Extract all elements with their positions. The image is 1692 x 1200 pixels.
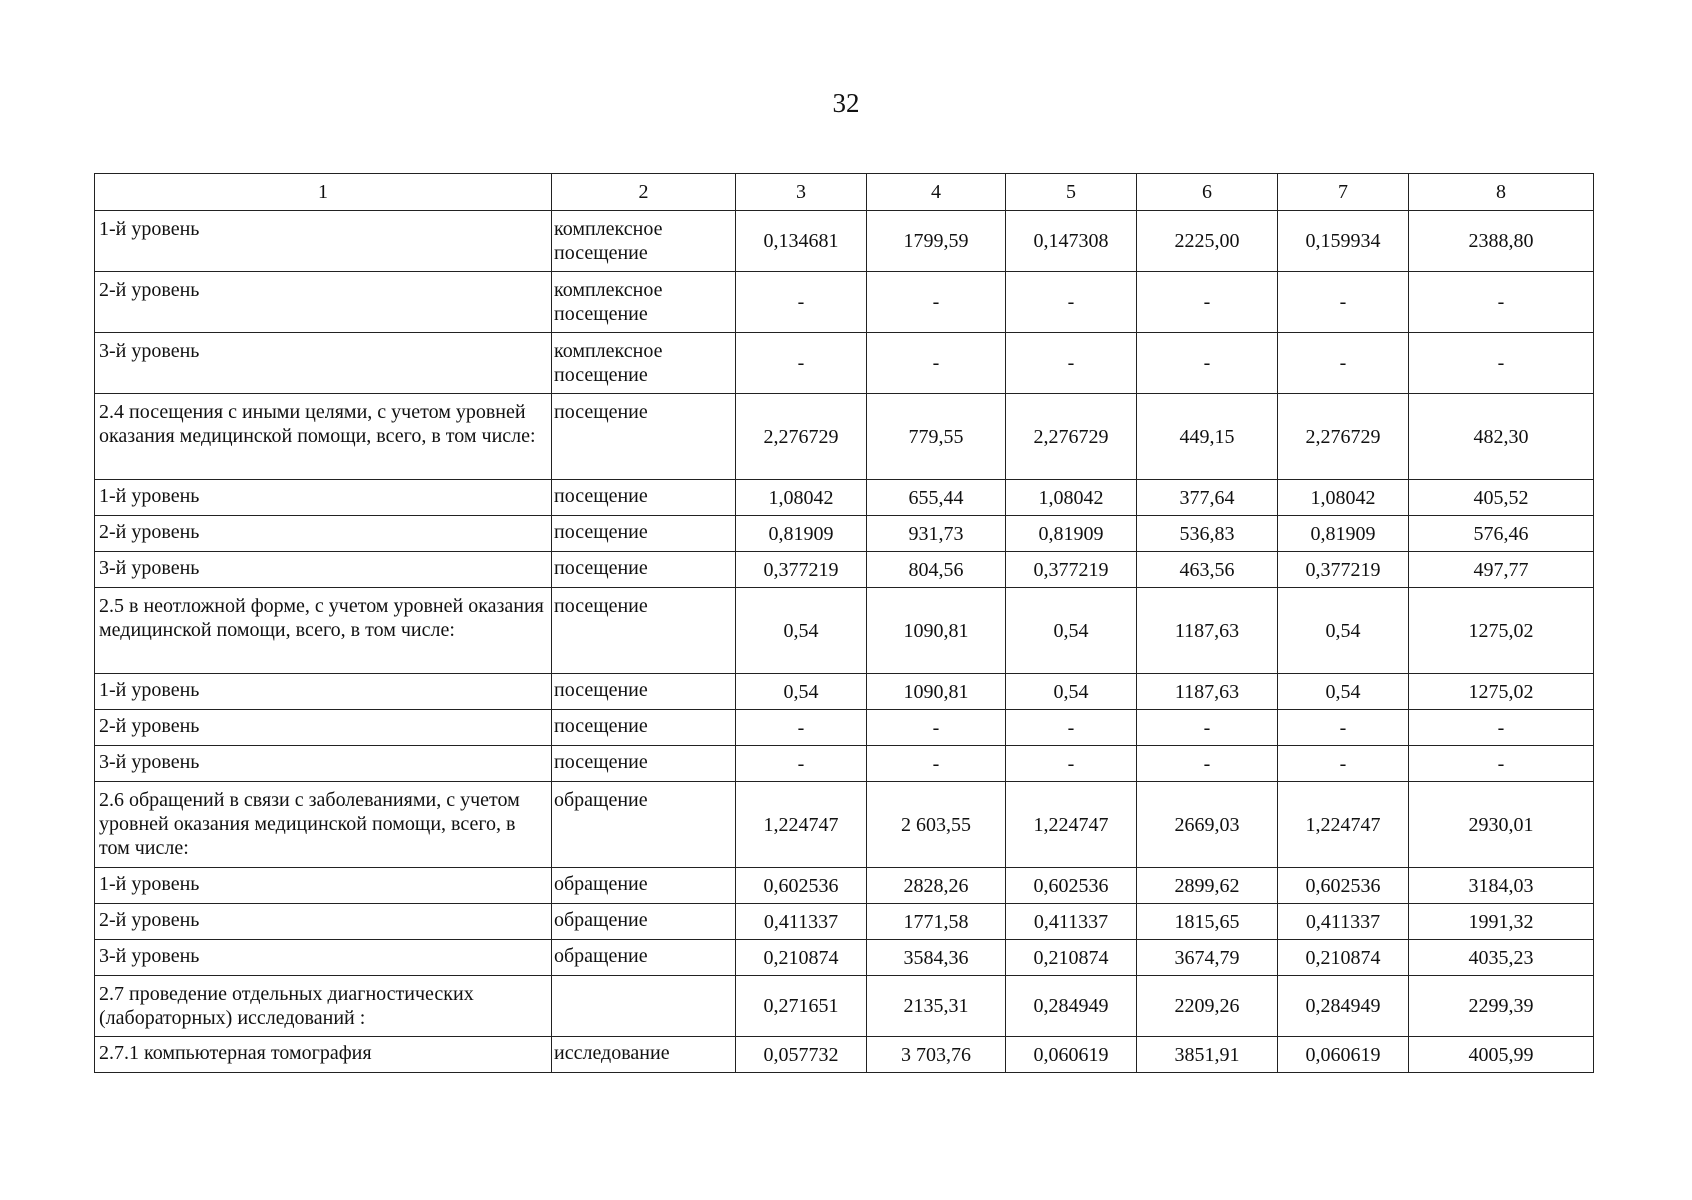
cell-value: 2930,01 [1409, 782, 1594, 868]
cell-value: 0,147308 [1006, 211, 1137, 272]
cell-value: - [867, 746, 1006, 782]
column-header: 2 [552, 174, 736, 211]
cell-value: 1815,65 [1137, 904, 1278, 940]
table-row [95, 333, 1594, 394]
column-header: 6 [1137, 174, 1278, 211]
column-header: 5 [1006, 174, 1137, 211]
cell-value: 2388,80 [1409, 211, 1594, 272]
cell-value: 2669,03 [1137, 782, 1278, 868]
row-unit: посещение [552, 394, 736, 480]
row-unit: посещение [552, 746, 736, 782]
row-name: 2.4 посещения с иными целями, с учетом уровней оказания медицинской помощи, всего, в том числе: [95, 394, 552, 480]
cell-value: 1,08042 [1006, 480, 1137, 516]
cell-value: 0,81909 [1006, 516, 1137, 552]
row-name: 2.7 проведение отдельных диагностических (лабораторных) исследований : [95, 976, 552, 1037]
cell-value: 0,411337 [1006, 904, 1137, 940]
cell-value: 4035,23 [1409, 940, 1594, 976]
cell-value: 2899,62 [1137, 868, 1278, 904]
table-row [95, 674, 1594, 710]
table-row [95, 1037, 1594, 1073]
row-unit [552, 976, 736, 1037]
row-unit: обращение [552, 782, 736, 868]
cell-value: 576,46 [1409, 516, 1594, 552]
cell-value: 1,224747 [1006, 782, 1137, 868]
cell-value: - [1006, 710, 1137, 746]
table-row [95, 746, 1594, 782]
cell-value: 0,602536 [736, 868, 867, 904]
cell-value: - [1278, 710, 1409, 746]
row-name: 2-й уровень [95, 904, 552, 940]
row-unit: посещение [552, 674, 736, 710]
cell-value: 3851,91 [1137, 1037, 1278, 1073]
cell-value: 3184,03 [1409, 868, 1594, 904]
cell-value: 2135,31 [867, 976, 1006, 1037]
cell-value: - [1137, 746, 1278, 782]
cell-value: 405,52 [1409, 480, 1594, 516]
table-row [95, 516, 1594, 552]
cell-value: 3 703,76 [867, 1037, 1006, 1073]
cell-value: 0,54 [736, 588, 867, 674]
table-row [95, 211, 1594, 272]
cell-value: 0,54 [736, 674, 867, 710]
cell-value: 1187,63 [1137, 588, 1278, 674]
cell-value: 0,210874 [1006, 940, 1137, 976]
table-header-row [95, 174, 1594, 211]
row-unit: посещение [552, 710, 736, 746]
cell-value: - [1409, 333, 1594, 394]
cell-value: - [1409, 272, 1594, 333]
cell-value: 1771,58 [867, 904, 1006, 940]
cell-value: - [1137, 710, 1278, 746]
table-row [95, 940, 1594, 976]
cell-value: 655,44 [867, 480, 1006, 516]
table-row [95, 552, 1594, 588]
cell-value: - [867, 333, 1006, 394]
cell-value: 0,060619 [1278, 1037, 1409, 1073]
table-row [95, 480, 1594, 516]
row-unit: комплексное посещение [552, 333, 736, 394]
row-name: 2.7.1 компьютерная томография [95, 1037, 552, 1073]
cell-value: 0,54 [1278, 588, 1409, 674]
cell-value: 0,81909 [736, 516, 867, 552]
row-name: 3-й уровень [95, 746, 552, 782]
table-row [95, 868, 1594, 904]
page-number: 32 [832, 88, 860, 118]
cell-value: 0,602536 [1278, 868, 1409, 904]
cell-value: 0,284949 [1006, 976, 1137, 1037]
cell-value: 463,56 [1137, 552, 1278, 588]
cell-value: 0,284949 [1278, 976, 1409, 1037]
cell-value: 2,276729 [1006, 394, 1137, 480]
row-unit: обращение [552, 868, 736, 904]
cell-value: - [1137, 272, 1278, 333]
cell-value: 2225,00 [1137, 211, 1278, 272]
cell-value: 804,56 [867, 552, 1006, 588]
cell-value: - [1409, 710, 1594, 746]
row-name: 1-й уровень [95, 674, 552, 710]
cell-value: 931,73 [867, 516, 1006, 552]
cell-value: 2299,39 [1409, 976, 1594, 1037]
cell-value: 0,54 [1006, 588, 1137, 674]
data-table [94, 173, 1594, 1073]
cell-value: 0,271651 [736, 976, 867, 1037]
cell-value: 0,54 [1278, 674, 1409, 710]
row-name: 2-й уровень [95, 272, 552, 333]
row-name: 3-й уровень [95, 940, 552, 976]
cell-value: 0,159934 [1278, 211, 1409, 272]
row-name: 1-й уровень [95, 868, 552, 904]
cell-value: - [1409, 746, 1594, 782]
cell-value: - [1006, 746, 1137, 782]
cell-value: 1,224747 [1278, 782, 1409, 868]
cell-value: 2 603,55 [867, 782, 1006, 868]
cell-value: 1,08042 [736, 480, 867, 516]
table-row [95, 710, 1594, 746]
column-header: 3 [736, 174, 867, 211]
cell-value: - [1278, 333, 1409, 394]
cell-value: 0,210874 [736, 940, 867, 976]
row-unit: обращение [552, 940, 736, 976]
cell-value: 1991,32 [1409, 904, 1594, 940]
row-name: 2-й уровень [95, 710, 552, 746]
cell-value: 0,602536 [1006, 868, 1137, 904]
cell-value: - [736, 710, 867, 746]
row-name: 2.6 обращений в связи с заболеваниями, с учетом уровней оказания медицинской помощи, всего, в том числе: [95, 782, 552, 868]
row-unit: посещение [552, 516, 736, 552]
row-name: 3-й уровень [95, 552, 552, 588]
cell-value: - [1278, 746, 1409, 782]
row-unit: посещение [552, 588, 736, 674]
cell-value: 1799,59 [867, 211, 1006, 272]
row-name: 1-й уровень [95, 480, 552, 516]
row-name: 1-й уровень [95, 211, 552, 272]
cell-value: 2209,26 [1137, 976, 1278, 1037]
cell-value: 0,54 [1006, 674, 1137, 710]
cell-value: 1,08042 [1278, 480, 1409, 516]
row-unit: исследование [552, 1037, 736, 1073]
cell-value: 0,377219 [1278, 552, 1409, 588]
cell-value: 497,77 [1409, 552, 1594, 588]
cell-value: 3584,36 [867, 940, 1006, 976]
cell-value: 0,134681 [736, 211, 867, 272]
cell-value: 0,81909 [1278, 516, 1409, 552]
cell-value: 779,55 [867, 394, 1006, 480]
cell-value: 1090,81 [867, 674, 1006, 710]
cell-value: - [1006, 272, 1137, 333]
cell-value: - [736, 333, 867, 394]
column-header: 8 [1409, 174, 1594, 211]
column-header: 1 [95, 174, 552, 211]
row-name: 2.5 в неотложной форме, с учетом уровней оказания медицинской помощи, всего, в том числе: [95, 588, 552, 674]
cell-value: 1090,81 [867, 588, 1006, 674]
cell-value: - [736, 272, 867, 333]
cell-value: 0,060619 [1006, 1037, 1137, 1073]
cell-value: 2,276729 [1278, 394, 1409, 480]
table-row [95, 272, 1594, 333]
cell-value: 1187,63 [1137, 674, 1278, 710]
row-unit: комплексное посещение [552, 272, 736, 333]
cell-value: 3674,79 [1137, 940, 1278, 976]
cell-value: 1,224747 [736, 782, 867, 868]
cell-value: 0,377219 [736, 552, 867, 588]
cell-value: - [1137, 333, 1278, 394]
column-header: 7 [1278, 174, 1409, 211]
cell-value: 1275,02 [1409, 588, 1594, 674]
row-name: 3-й уровень [95, 333, 552, 394]
table-row [95, 782, 1594, 868]
row-unit: посещение [552, 552, 736, 588]
row-unit: комплексное посещение [552, 211, 736, 272]
cell-value: 2,276729 [736, 394, 867, 480]
cell-value: - [867, 272, 1006, 333]
row-name: 2-й уровень [95, 516, 552, 552]
cell-value: 482,30 [1409, 394, 1594, 480]
table-row [95, 904, 1594, 940]
cell-value: 449,15 [1137, 394, 1278, 480]
table-row [95, 588, 1594, 674]
cell-value: 0,411337 [1278, 904, 1409, 940]
cell-value: - [1278, 272, 1409, 333]
table-row [95, 976, 1594, 1037]
cell-value: 1275,02 [1409, 674, 1594, 710]
row-unit: посещение [552, 480, 736, 516]
cell-value: 536,83 [1137, 516, 1278, 552]
cell-value: 2828,26 [867, 868, 1006, 904]
cell-value: - [736, 746, 867, 782]
cell-value: 0,411337 [736, 904, 867, 940]
cell-value: 377,64 [1137, 480, 1278, 516]
cell-value: - [1006, 333, 1137, 394]
cell-value: 4005,99 [1409, 1037, 1594, 1073]
cell-value: 0,057732 [736, 1037, 867, 1073]
cell-value: 0,377219 [1006, 552, 1137, 588]
cell-value: - [867, 710, 1006, 746]
table-row [95, 394, 1594, 480]
cell-value: 0,210874 [1278, 940, 1409, 976]
row-unit: обращение [552, 904, 736, 940]
column-header: 4 [867, 174, 1006, 211]
